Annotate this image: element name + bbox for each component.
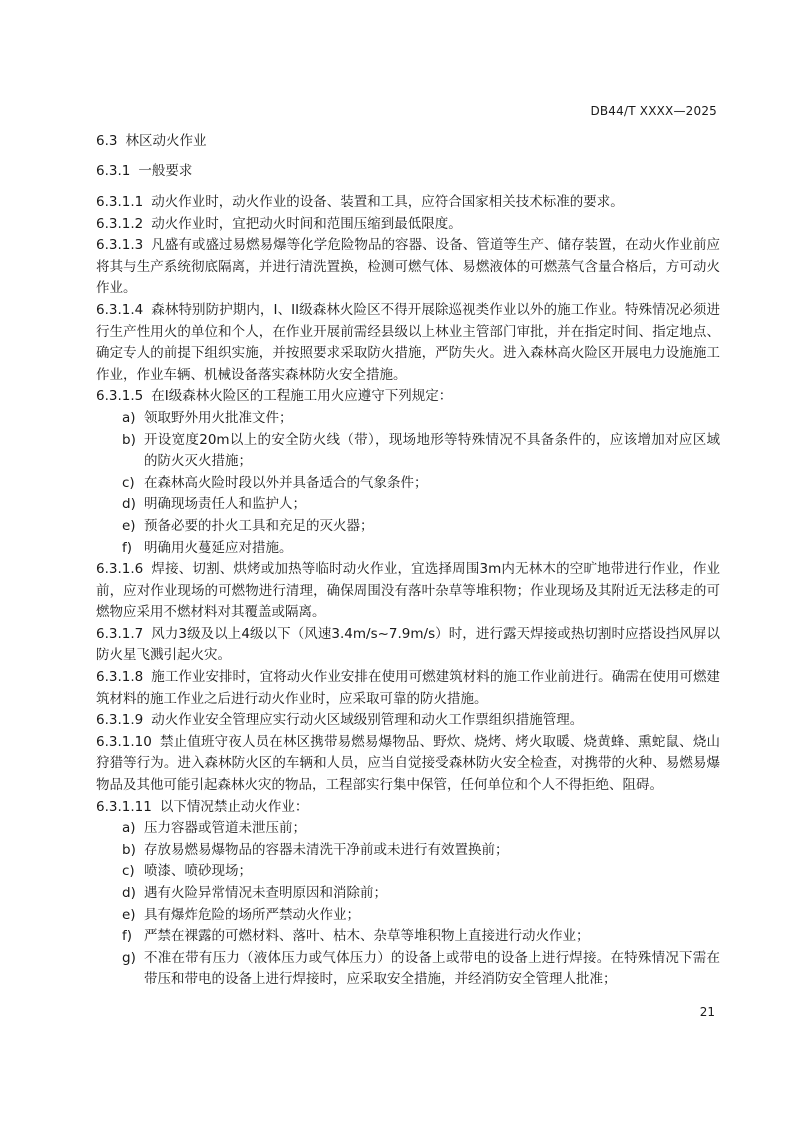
- clause-text: 以下情况禁止动火作业：: [159, 798, 309, 815]
- clause-text: 焊接、切割、烘烤或加热等临时动火作业，宜选择周围3m内无林木的空旷地带进行作业，作业前，应对作业现场的可燃物进行清理，确保周围没有落叶杂草等堆积物；作业现场及其附近无法移走的可燃物应采用不燃材料对其覆盖或隔离。: [96, 561, 720, 621]
- item-marker: d): [122, 496, 136, 513]
- section-heading: [96, 132, 720, 150]
- document-code: DB44/T XXXX—2025: [590, 104, 717, 118]
- clause-number: 6.3.1.7: [96, 625, 144, 642]
- item-marker: f): [122, 539, 133, 556]
- item-marker: c): [122, 863, 135, 880]
- list-item: [96, 948, 720, 991]
- item-marker: c): [122, 474, 135, 491]
- clause: [96, 624, 720, 667]
- clause: [96, 797, 720, 819]
- list-item: [96, 516, 720, 538]
- clause-number: 6.3.1.4: [96, 301, 144, 318]
- item-marker: a): [122, 409, 136, 426]
- clause-number: 6.3.1.2: [96, 215, 144, 232]
- item-text: 不准在带有压力（液体压力或气体压力）的设备上或带电的设备上进行焊接。在特殊情况下需在带压和带电的设备上进行焊接时，应采取安全措施，并经消防安全管理人批准；: [144, 949, 720, 988]
- item-marker: a): [122, 820, 136, 837]
- clause: [96, 386, 720, 408]
- item-text: 遇有火险异常情况未查明原因和消除前；: [144, 885, 387, 901]
- subsection-number: 6.3.1: [96, 163, 131, 179]
- item-text: 具有爆炸危险的场所严禁动火作业；: [144, 906, 360, 923]
- item-text: 明确现场责任人和监护人；: [144, 496, 306, 513]
- item-text: 开设宽度20m以上的安全防火线（带），现场地形等特殊情况不具备条件的，应该增加对应区域的防火灭火措施；: [144, 431, 720, 470]
- clause-text: 风力3级及以上4级以下（风速3.4m/s~7.9m/s）时，进行露天焊接或热切割时应搭设挡风屏以防火星飞溅引起火灾。: [96, 625, 720, 664]
- item-text: 在森林高火险时段以外并具备适合的气象条件；: [144, 474, 428, 491]
- clause-number: 6.3.1.11: [96, 798, 152, 815]
- item-text: 喷漆、喷砂现场；: [144, 863, 252, 880]
- clause-text: 森林特别防护期内，I、II级森林火险区不得开展除巡视类作业以外的施工作业。特殊情况必须进行生产性用火的单位和个人，在作业开展前需经县级以上林业主管部门审批，并在指定时间、指定地点、确定专人的前提下组织实施，并按照要求采取防火措施，严防失火。进入森林高火险区开展电力设施施工作业，作业车辆、机械设备落实森林防火安全措施。: [96, 301, 720, 383]
- clause-number: 6.3.1.8: [96, 669, 144, 686]
- clause-number: 6.3.1.5: [96, 388, 144, 405]
- item-text: 压力容器或管道未泄压前；: [144, 820, 306, 837]
- item-text: 存放易燃易爆物品的容器未清洗干净前或未进行有效置换前；: [144, 841, 509, 858]
- list-item: [96, 538, 720, 560]
- item-marker: d): [122, 885, 136, 901]
- clause-text: 凡盛有或盛过易燃易爆等化学危险物品的容器、设备、管道等生产、储存装置，在动火作业前应将其与生产系统彻底隔离，并进行清洗置换，检测可燃气体、易燃液体的可燃蒸气含量合格后，方可动火作业。: [96, 237, 720, 297]
- list-item: [96, 926, 720, 948]
- page-content: [96, 132, 720, 991]
- clause: [96, 732, 720, 797]
- list-item: [96, 408, 720, 430]
- list-item: [96, 473, 720, 495]
- clause-text: 禁止值班守夜人员在林区携带易燃易爆物品、野炊、烧烤、烤火取暖、烧黄蜂、熏蛇鼠、烧山狩猎等行为。进入森林防火区的车辆和人员，应当自觉接受森林防火安全检查，对携带的火种、易燃易爆物品及其他可能引起森林火灾的物品，工程部实行集中保管，任何单位和个人不得拒绝、阻碍。: [96, 733, 720, 794]
- clause: [96, 300, 720, 386]
- list-item: [96, 905, 720, 927]
- item-text: 严禁在裸露的可燃材料、落叶、枯木、杂草等堆积物上直接进行动火作业；: [144, 928, 590, 945]
- list-item: [96, 883, 720, 905]
- subsection-heading: [96, 162, 720, 180]
- clause: [96, 710, 720, 732]
- item-marker: f): [122, 928, 133, 945]
- list-item: [96, 494, 720, 516]
- item-text: 明确用火蔓延应对措施。: [144, 539, 293, 556]
- clause-number: 6.3.1.6: [96, 561, 144, 578]
- item-marker: b): [122, 431, 136, 448]
- clause-number: 6.3.1.10: [96, 733, 152, 750]
- item-marker: b): [122, 841, 136, 858]
- clause: [96, 192, 720, 214]
- section-number: 6.3: [96, 133, 118, 149]
- item-text: 预备必要的扑火工具和充足的灭火器；: [144, 517, 374, 534]
- list-item: [96, 861, 720, 883]
- clause-number: 6.3.1.1: [96, 194, 144, 210]
- list-item: [96, 818, 720, 840]
- clause-text: 动火作业时，宜把动火时间和范围压缩到最低限度。: [151, 215, 462, 232]
- list-item: [96, 840, 720, 862]
- clause-text: 动火作业安全管理应实行动火区域级别管理和动火工作票组织措施管理。: [151, 712, 584, 729]
- clause-number: 6.3.1.9: [96, 712, 144, 729]
- clause-text: 施工作业安排时，宜将动火作业安排在使用可燃建筑材料的施工作业前进行。确需在使用可燃建筑材料的施工作业之后进行动火作业时，应采取可靠的防火措施。: [96, 669, 720, 707]
- clause: [96, 235, 720, 300]
- section-title: 林区动火作业: [125, 133, 207, 149]
- clause-text: 在I级森林火险区的工程施工用火应遵守下列规定：: [151, 388, 453, 405]
- clause-text: 动火作业时，动火作业的设备、装置和工具，应符合国家相关技术标准的要求。: [151, 194, 624, 210]
- list-item: [96, 430, 720, 473]
- item-marker: g): [122, 949, 136, 966]
- clause: [96, 559, 720, 624]
- clause: [96, 214, 720, 236]
- item-marker: e): [122, 517, 136, 534]
- clause-item-list: [96, 818, 720, 991]
- item-text: 领取野外用火批准文件；: [144, 409, 293, 426]
- clause-item-list: [96, 408, 720, 559]
- item-marker: e): [122, 906, 136, 923]
- subsection-title: 一般要求: [138, 163, 193, 179]
- clause-number: 6.3.1.3: [96, 237, 144, 254]
- clause: [96, 667, 720, 710]
- page-number: 21: [699, 1005, 715, 1019]
